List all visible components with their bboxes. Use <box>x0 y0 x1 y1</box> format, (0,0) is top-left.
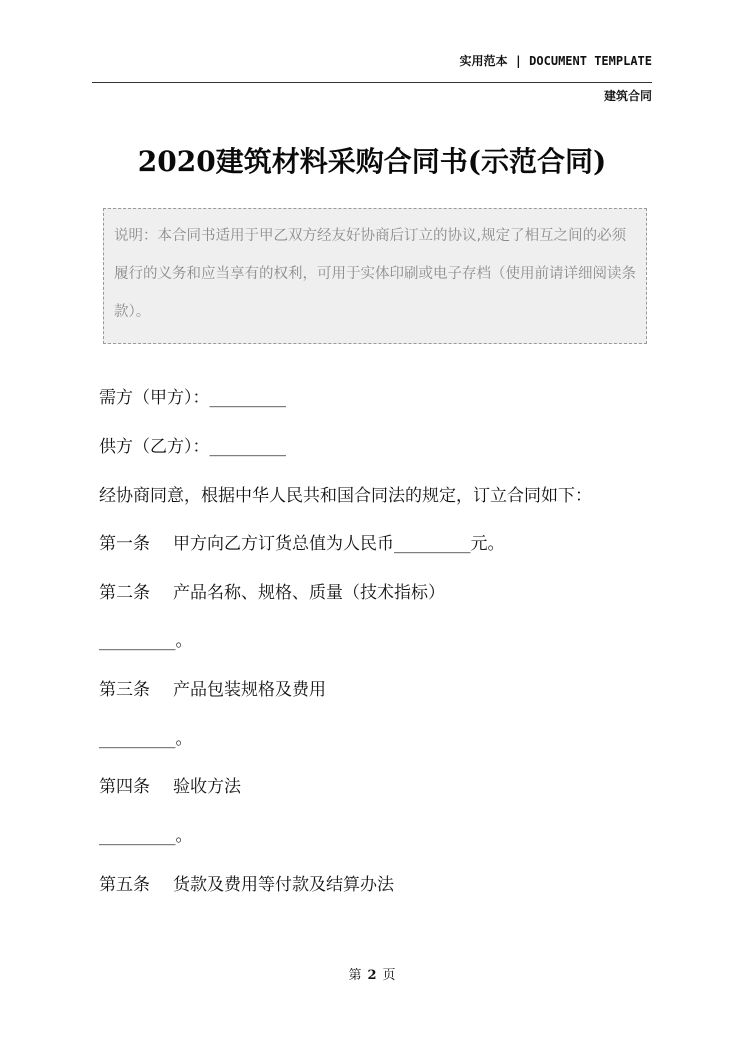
page-footer-suffix: 页 <box>382 968 396 983</box>
article-2 <box>99 578 445 603</box>
article-4-number: 第四条 <box>99 777 150 797</box>
supplier-party-line: 供方（乙方）：_________ <box>99 437 286 457</box>
header-document-template-label: 实用范本 | DOCUMENT TEMPLATE <box>459 54 652 68</box>
article-3 <box>99 675 326 700</box>
document-title: 2020建筑材料采购合同书(示范合同) <box>137 145 607 178</box>
description-note-box <box>103 208 647 344</box>
article-2-number: 第二条 <box>99 583 150 603</box>
article-4 <box>99 772 241 797</box>
page-footer <box>0 964 744 983</box>
description-note-text: 说明：本合同书适用于甲乙双方经友好协商后订立的协议,规定了相互之间的必须履行的义务和应当享有的权利，可用于实体印刷或电子存档（使用前请详细阅读条款）。 <box>114 228 636 320</box>
article-5-text: 货款及费用等付款及结算办法 <box>173 875 394 895</box>
header-divider <box>92 82 652 83</box>
article-5 <box>99 870 394 895</box>
article-4-text: 验收方法 <box>173 777 241 797</box>
article-3-text: 产品包装规格及费用 <box>173 680 326 700</box>
article-3-number: 第三条 <box>99 680 150 700</box>
buyer-party-line: 需方（甲方）：_________ <box>99 388 286 408</box>
article-4-blank: _________。 <box>99 826 193 846</box>
page-footer-prefix: 第 <box>348 968 362 983</box>
article-1 <box>99 529 505 554</box>
article-2-text: 产品名称、规格、质量（技术指标） <box>173 583 445 603</box>
page-number: 2 <box>367 968 377 983</box>
article-5-number: 第五条 <box>99 875 150 895</box>
article-1-text: 甲方向乙方订货总值为人民币_________元。 <box>173 534 505 554</box>
article-3-blank: _________。 <box>99 729 193 749</box>
header-category-label: 建筑合同 <box>603 89 652 103</box>
article-1-number: 第一条 <box>99 534 150 554</box>
article-2-blank: _________。 <box>99 631 193 651</box>
contract-preamble: 经协商同意，根据中华人民共和国合同法的规定，订立合同如下： <box>99 486 592 506</box>
